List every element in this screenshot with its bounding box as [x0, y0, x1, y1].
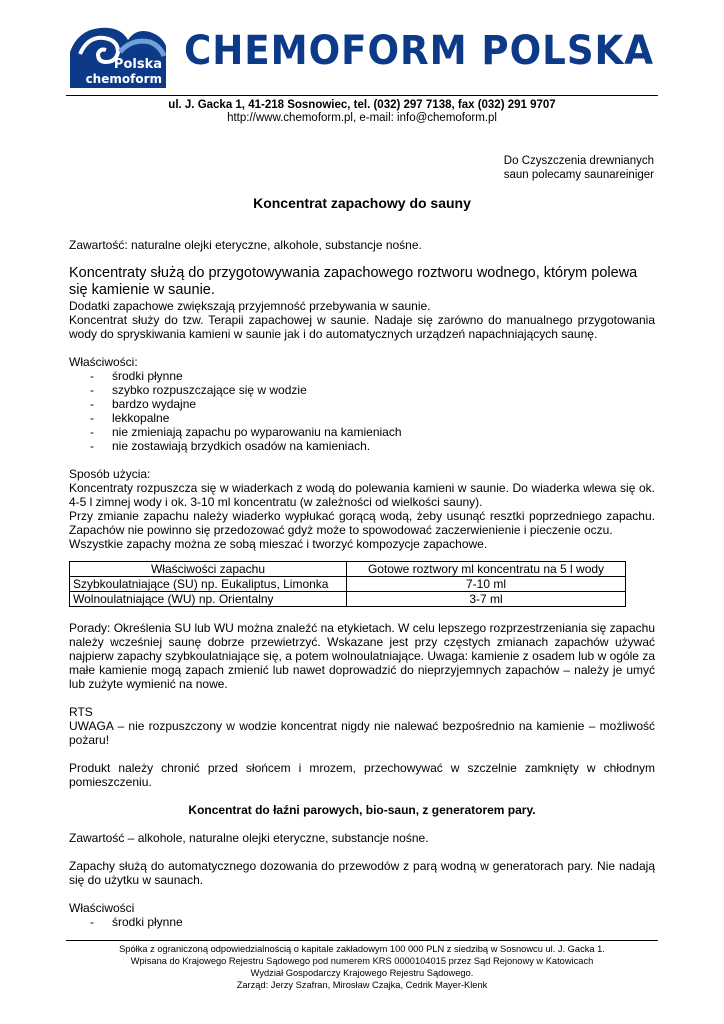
list-item: - środki płynne [69, 915, 655, 929]
logo-text-polska: Polska [113, 57, 162, 72]
warning-paragraph: UWAGA – nie rozpuszczony w wodzie koncentrat nigdy nie nalewać bezpośrednio na kamienie – możliwość pożaru! [69, 719, 655, 747]
usage-paragraph-1: Koncentraty rozpuszcza się w wiaderkach z wodą do polewania kamieni w saunie. Do wiaderka wlewa się ok. 4-5 l zimnej wody i ok. 3-10 ml koncentratu (w zależności od wielkości sauny). [69, 481, 655, 509]
cleaning-note-line1: Do Czyszczenia drewnianych [503, 155, 654, 167]
table-header-row [70, 562, 626, 577]
dosage-table [69, 561, 626, 607]
section2-properties-heading: Właściwości [69, 901, 135, 915]
properties-heading: Właściwości: [69, 355, 138, 369]
table-header-cell: Gotowe roztwory ml koncentratu na 5 l wody [347, 562, 626, 577]
table-cell: Wolnoulatniające (WU) np. Orientalny [70, 592, 347, 607]
intro-paragraph-1: Dodatki zapachowe zwiększają przyjemność przebywania w saunie. [69, 299, 431, 313]
table-row [70, 592, 626, 607]
document-body [69, 238, 655, 929]
footer-line-2: Wpisana do Krajowego Rejestru Sądowego pod numerem KRS 0000104015 przez Sąd Rejonowy w Katowicach [130, 956, 594, 966]
footer [0, 943, 724, 991]
company-web-email: http://www.chemoform.pl, e-mail: info@chemoform.pl [227, 112, 497, 124]
intro-paragraph-2: Koncentrat służy do tzw. Terapii zapachowej w saunie. Nadaje się zarówno do manualnego przygotowania wody do spryskiwania kamieni w saunie jak i do automatycznych urządzeń napachniających saunę. [69, 313, 655, 341]
cleaning-note-line2: saun polecamy saunareiniger [503, 169, 654, 181]
list-item: - środki płynne [69, 369, 655, 383]
rts-label: RTS [69, 705, 93, 719]
properties-list [69, 369, 655, 453]
table-row [70, 577, 626, 592]
list-item: - nie zmieniają zapachu po wyparowaniu na kamieniach [69, 425, 655, 439]
logo-graphic [70, 22, 166, 88]
contents-line: Zawartość: naturalne olejki eteryczne, alkohole, substancje nośne. [69, 238, 422, 252]
section2-contents: Zawartość – alkohole, naturalne olejki eteryczne, substancje nośne. [69, 831, 429, 845]
section2-title: Koncentrat do łaźni parowych, bio-saun, z generatorem pary. [188, 803, 536, 817]
company-address: ul. J. Gacka 1, 41-218 Sosnowiec, tel. (032) 297 7138, fax (032) 291 9707 [168, 99, 556, 111]
table-header-cell: Właściwości zapachu [70, 562, 347, 577]
footer-line-4: Zarząd: Jerzy Szafran, Mirosław Czajka, Cedrik Mayer-Klenk [236, 980, 488, 990]
list-item: - szybko rozpuszczające się w wodzie [69, 383, 655, 397]
list-item: - lekkopalne [69, 411, 655, 425]
company-logo [70, 22, 166, 88]
usage-paragraph-3: Wszystkie zapachy można ze sobą mieszać i tworzyć kompozycje zapachowe. [69, 537, 488, 551]
footer-line-1: Spółka z ograniczoną odpowiedzialnością o kapitale zakładowym 100 000 PLN z siedzibą w Sosnowcu ul. J. Gacka 1. [119, 944, 605, 954]
usage-heading: Sposób użycia: [69, 467, 151, 481]
table-cell: 3-7 ml [347, 592, 626, 607]
table-cell: Szybkoulatniające (SU) np. Eukaliptus, Limonka [70, 577, 347, 592]
intro-heading: Koncentraty służą do przygotowywania zapachowego roztworu wodnego, którym polewa się kamienie w saunie. [69, 265, 638, 298]
footer-line-3: Wydział Gospodarczy Krajowego Rejestru Sądowego. [250, 968, 474, 978]
list-item: - nie zostawiają brzydkich osadów na kamieniach. [69, 439, 655, 453]
table-cell: 7-10 ml [347, 577, 626, 592]
logo-text-chemoform: chemoform [85, 72, 162, 86]
storage-paragraph: Produkt należy chronić przed słońcem i mrozem, przechowywać w szczelnie zamknięty w chłodnym pomieszczeniu. [69, 761, 655, 789]
list-item: - bardzo wydajne [69, 397, 655, 411]
cleaning-note [440, 154, 654, 182]
advice-paragraph: Porady: Określenia SU lub WU można znaleźć na etykietach. W celu lepszego rozprzestrzeniania się zapachu należy wcześniej saunę dobrze przewietrzyć. Wskazane jest przy częstych zmianach zapachów używać najpierw zapachy szybkoulatniające się, a potem wolnoulatniające. Uwaga: kamienie z osadem lub w ogóle za małe kamienie mogą zapach zmienić lub nawet doprowadzić do nieprzyjemnych zapachów – należy je umyć lub zużyte wymienić na nowe. [69, 621, 655, 691]
brand-name: CHEMOFORM POLSKA [184, 28, 655, 74]
section2-properties-list [69, 915, 655, 929]
page-title: Koncentrat zapachowy do sauny [253, 195, 471, 211]
footer-divider [66, 940, 658, 941]
usage-paragraph-2: Przy zmianie zapachu należy wiaderko wypłukać gorącą wodą, żeby usunąć resztki poprzedniego zapachu. Zapachów nie powinno się przedozować gdyż może to spowodować zaczerwienienie i pieczenie oczu. [69, 509, 655, 537]
header-divider [66, 95, 658, 96]
section2-description: Zapachy służą do automatycznego dozowania do przewodów z parą wodną w generatorach pary. Nie nadają się do użytku w saunach. [69, 859, 655, 887]
